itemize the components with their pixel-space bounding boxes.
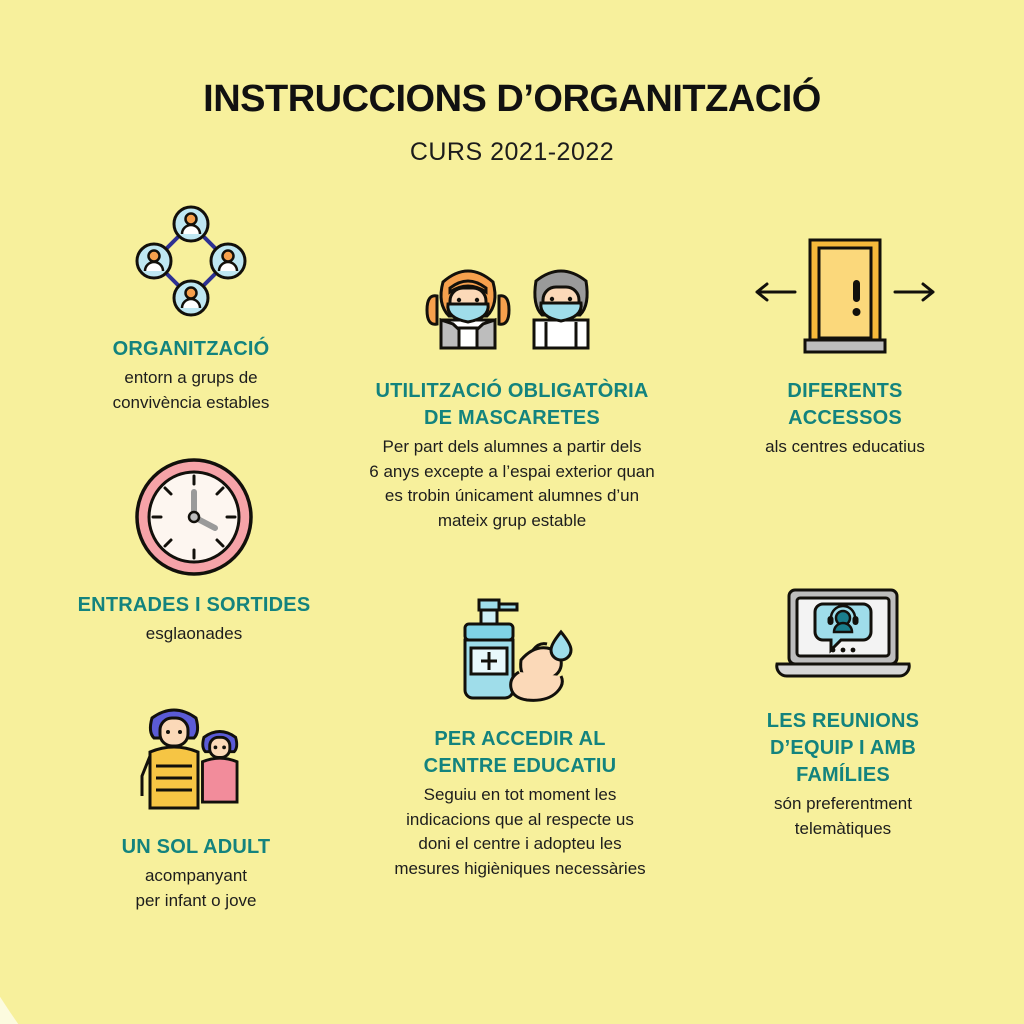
block-body: [352, 783, 688, 882]
block-adult: [52, 694, 340, 913]
block-body: [700, 435, 990, 460]
heading-line: FAMÍLIES: [796, 764, 890, 786]
body-line: mesures higièniques necessàries: [394, 858, 646, 878]
group-network-icon: [48, 196, 334, 326]
block-body: [700, 792, 986, 841]
block-entrades: [48, 452, 340, 647]
block-heading: ORGANITZACIÓ: [112, 338, 270, 360]
body-line: es trobin únicament alumnes d’un: [384, 486, 640, 506]
door-with-arrows-icon: [700, 228, 990, 368]
body-line: als centres educatius: [765, 437, 925, 456]
body-line: esglaonades: [145, 624, 243, 643]
block-accessos: [700, 228, 990, 460]
body-line: Per part dels alumnes a partir dels: [382, 437, 642, 456]
body-line: acompanyant: [144, 866, 248, 885]
block-body: [48, 366, 334, 415]
body-line: són preferentment: [774, 794, 912, 813]
heading-line: DIFERENTS: [787, 380, 903, 402]
block-body: [330, 435, 694, 534]
body-line: convivència estables: [112, 392, 270, 412]
block-heading: ENTRADES I SORTIDES: [77, 594, 311, 616]
block-reunions: [700, 578, 986, 841]
body-line: indicacions que al respecte us: [406, 809, 634, 829]
block-organitzacio: [48, 196, 334, 415]
body-line: 6 anys excepte a l’espai exterior quan: [369, 461, 655, 481]
block-body: [48, 622, 340, 647]
block-body: [52, 864, 340, 913]
block-heading: UN SOL ADULT: [121, 836, 271, 858]
heading-line: DE MASCARETES: [424, 407, 600, 429]
heading-line: PER ACCEDIR AL: [434, 728, 606, 750]
students-with-masks-icon: [330, 248, 694, 368]
heading-line: UTILITZACIÓ OBLIGATÒRIA: [375, 380, 649, 402]
page-subtitle: CURS 2021-2022: [409, 138, 615, 166]
heading-line: LES REUNIONS: [766, 710, 920, 732]
body-line: telemàtiques: [794, 818, 892, 838]
body-line: per infant o jove: [135, 890, 257, 910]
block-heading: [700, 378, 990, 432]
clock-icon: [48, 452, 340, 582]
adult-with-child-icon: [52, 694, 340, 824]
body-line: doni el centre i adopteu les: [418, 834, 622, 854]
body-line: entorn a grups de: [124, 368, 258, 387]
laptop-videocall-icon: [700, 578, 986, 698]
heading-line: CENTRE EDUCATIU: [423, 755, 617, 777]
block-heading: [330, 378, 694, 432]
block-heading: [352, 726, 688, 780]
page-title: INSTRUCCIONS D’ORGANITZACIÓ: [203, 78, 821, 120]
body-line: Seguiu en tot moment les: [423, 785, 617, 804]
block-heading: [700, 708, 986, 789]
hand-sanitizer-icon: [352, 586, 688, 716]
block-accedir: [352, 586, 688, 882]
heading-line: D’EQUIP I AMB: [770, 737, 916, 759]
body-line: mateix grup estable: [437, 510, 587, 530]
block-mascaretes: [330, 248, 694, 534]
heading-line: ACCESSOS: [788, 407, 902, 429]
